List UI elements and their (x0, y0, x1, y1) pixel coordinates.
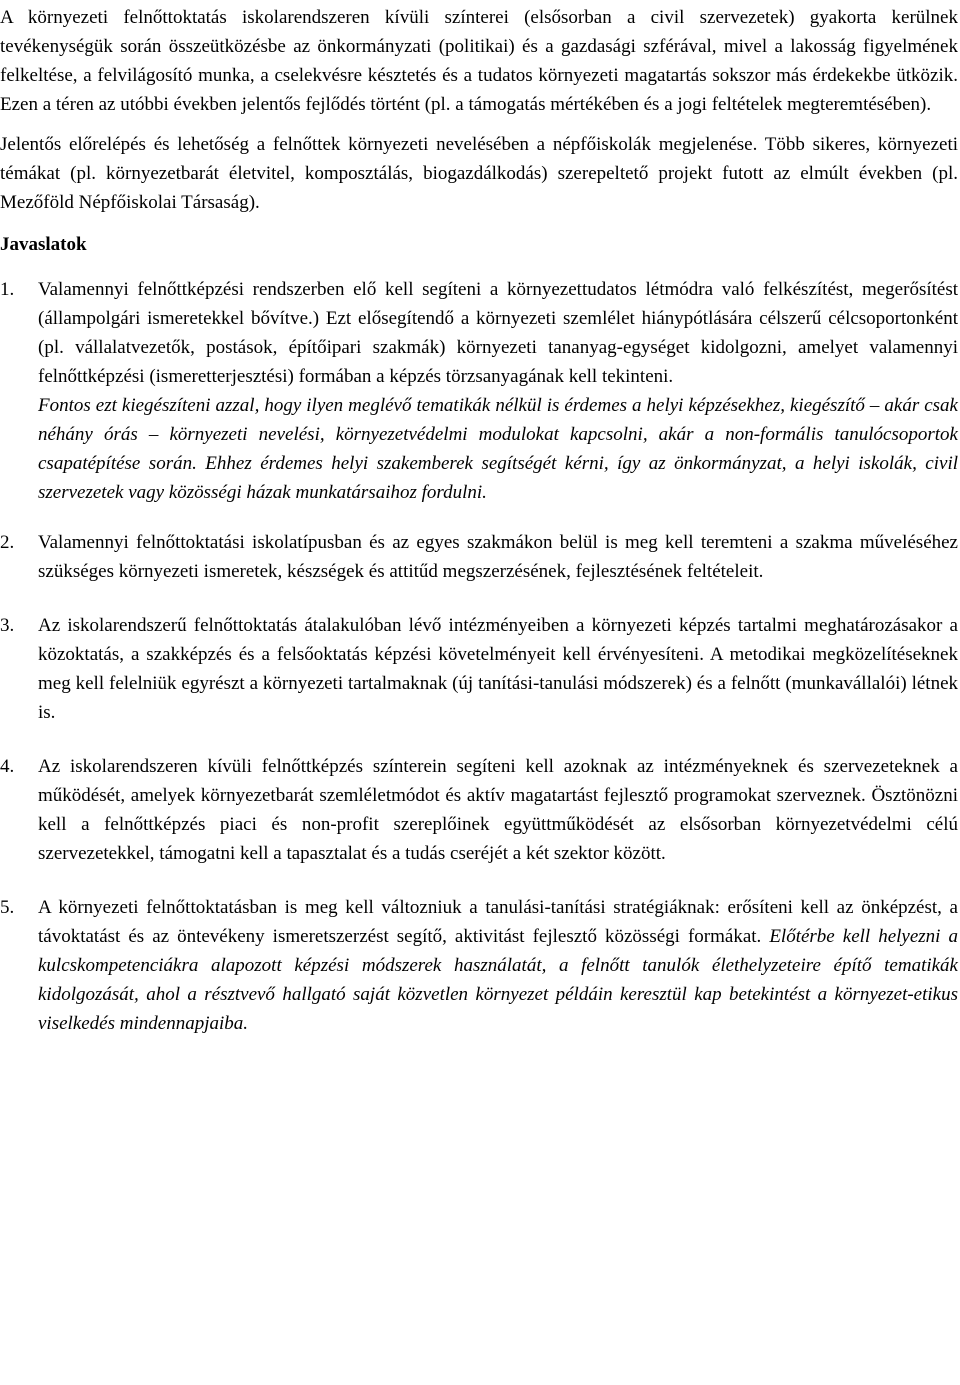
list-item-body (38, 528, 958, 586)
list-item-number: 5. (0, 897, 15, 918)
list-item-mixed-text (38, 893, 958, 1038)
list-item-text: A környezeti felnőttoktatásban is meg kell változniuk a tanulási-tanítási stratégiáknak: erősíteni kell az önképzést, a távoktatást és az öntevékeny ismeretszerzést segítő, aktivitást fejlesztő közösségi formákat. (38, 897, 958, 947)
list-item (0, 275, 958, 507)
list-item-body (38, 752, 958, 868)
list-item-italic: Fontos ezt kiegészíteni azzal, hogy ilyen meglévő tematikák nélkül is érdemes a helyi képzésekhez, kiegészítő – akár csak néhány órás – környezeti nevelési, környezetvédelmi modulokat kapcsolni, akár a non-formális tanulócsoportok csapatépítése során. Ehhez érdemes helyi szakemberek segítségét kérni, így az önkormányzat, a helyi iskolák, civil szervezetek vagy közösségi házak munkatársaihoz fordulni. (38, 395, 958, 503)
list-item (0, 893, 958, 1038)
intro-paragraph: A környezeti felnőttoktatás iskolarendszeren kívüli színterei (elsősorban a civil szervezetek) gyakorta kerülnek tevékenységük során összeütközésbe az önkormányzati (politikai) és a gazdasági szférával, mivel a lakosság figyelmének felkeltése, a felvilágosító munka, a cselekvésre késztetés és a tudatos környezeti magatartás sokszor más érdekekbe ütközik. Ezen a téren az utóbbi években jelentős fejlődés történt (pl. a támogatás mértékében és a jogi feltételek megteremtésében). (0, 7, 958, 115)
list-item (0, 528, 958, 586)
list-item-number: 3. (0, 615, 15, 636)
list-item-number: 1. (0, 279, 15, 300)
folk-high-school-paragraph: Jelentős előrelépés és lehetőség a felnőttek környezeti nevelésében a népfőiskolák megjelenése. Több sikeres, környezeti témákat (pl. környezetbarát életvitel, komposztálás, biogazdálkodás) szerepeltető projekt futott az elmúlt években (pl. Mezőföld Népfőiskolai Társaság). (0, 134, 958, 213)
list-item-number: 4. (0, 756, 15, 777)
list-item-body (38, 611, 958, 727)
list-item-body (38, 893, 958, 1038)
list-item-text: Valamennyi felnőttoktatási iskolatípusban és az egyes szakmákon belül is meg kell teremteni a szakma műveléséhez szükséges környezeti ismeretek, készségek és attitűd megszerzésének, fejlesztésének feltételeit. (38, 532, 958, 582)
list-item-italic: Előtérbe kell helyezni a kulcskompetenciákra alapozott képzési módszerek használatát, a felnőtt tanulók élethelyzeteire építő tematikák kidolgozását, ahol a résztvevő hallgató saját közvetlen környezet példáin keresztül kap betekintést a környezet-etikus viselkedés mindennapjaiba. (38, 926, 958, 1034)
list-item-text: Az iskolarendszeren kívüli felnőttképzés színterein segíteni kell azoknak az intézményeknek és szervezeteknek a működését, amelyek környezetbarát szemléletmódot és aktív magatartást fejlesztő programokat szerveznek. Ösztönözni kell a felnőttképzés piaci és non-profit szereplőinek együttműködését az elsősorban környezetvédelmi célú szervezetekkel, támogatni kell a tapasztalat és a tudás cseréjét a két szektor között. (38, 756, 958, 864)
list-item-body (38, 275, 958, 507)
list-item-text: Valamennyi felnőttképzési rendszerben elő kell segíteni a környezettudatos létmódra való felkészítést, megerősítést (állampolgári ismeretekkel bővítve.) Ezt elősegítendő a környezeti szemlélet hiánypótlására célszerű célcsoportonként (pl. vállalatvezetők, postások, építőipari szakmák) környezeti tananyag-egységet kidolgozni, amelyet valamennyi felnőttképzési (ismeretterjesztési) formában a képzés törzsanyagának kell tekinteni. (38, 279, 958, 387)
list-item (0, 611, 958, 727)
list-item (0, 752, 958, 868)
list-item-text: Az iskolarendszerű felnőttoktatás átalakulóban lévő intézményeiben a környezeti képzés tartalmi meghatározásakor a közoktatás, a szakképzés és a felsőoktatás képzési követelményeit kell érvényesíteni. A metodikai megközelítéseknek meg kell felelniük egyrészt a környezeti tartalmaknak (új tanítási-tanulási módszerek) és a felnőtt (munkavállalói) létnek is. (38, 615, 958, 723)
list-item-number: 2. (0, 532, 15, 553)
recommendation-list (0, 275, 958, 1038)
section-heading: Javaslatok (0, 234, 87, 255)
list-item-italic-text (38, 391, 958, 507)
